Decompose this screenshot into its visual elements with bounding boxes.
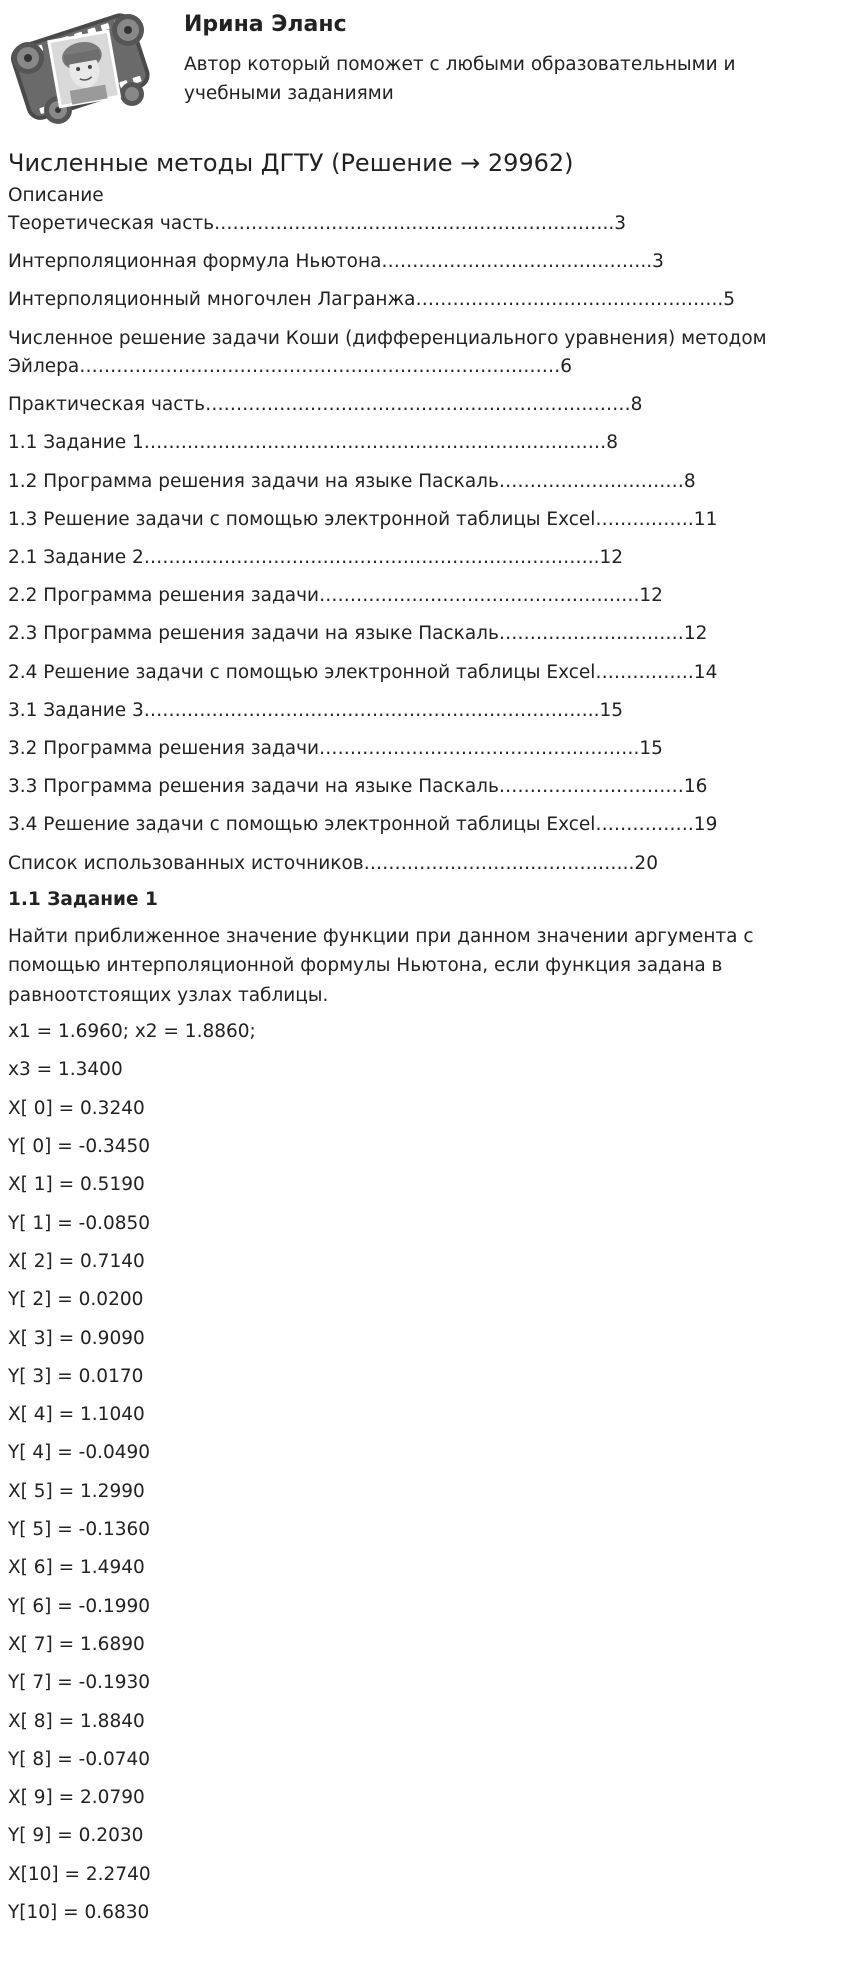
table-of-contents [8, 210, 808, 878]
task-data [8, 1018, 808, 1927]
data-line: Y[10] = 0.6830 [8, 1902, 150, 1924]
document-content [8, 146, 808, 1937]
data-line: Y[ 3] = 0.0170 [8, 1365, 144, 1387]
toc-item: 1.2 Программа решения задачи на языке Паскаль…………………………8 [8, 470, 696, 492]
data-line: Y[ 1] = -0.0850 [8, 1212, 151, 1234]
data-line: Y[ 6] = -0.1990 [8, 1595, 151, 1617]
author-avatar[interactable] [6, 6, 152, 126]
toc-item: 1.3 Решение задачи с помощью электронной таблицы Excel…………….11 [8, 508, 718, 530]
data-line: X[ 0] = 0.3240 [8, 1097, 145, 1119]
film-reel-avatar-icon [6, 6, 152, 126]
toc-item: Численное решение задачи Коши (дифференциального уравнения) методом Эйлера……………………………………………………………………6 [8, 327, 767, 378]
toc-item: 2.2 Программа решения задачи…………………………………………….12 [8, 585, 663, 607]
data-line: Y[ 0] = -0.3450 [8, 1136, 151, 1158]
data-line: X[ 1] = 0.5190 [8, 1174, 145, 1196]
description-label: Описание [8, 185, 104, 206]
data-line: X[ 7] = 1.6890 [8, 1633, 145, 1655]
data-line: Y[ 4] = -0.0490 [8, 1442, 151, 1464]
data-line: x3 = 1.3400 [8, 1059, 123, 1081]
data-line: X[ 4] = 1.1040 [8, 1404, 145, 1426]
toc-item: 3.4 Решение задачи с помощью электронной таблицы Excel…………….19 [8, 814, 718, 836]
data-line: X[ 5] = 1.2990 [8, 1480, 145, 1502]
data-line: X[ 9] = 2.0790 [8, 1787, 145, 1809]
toc-item: 3.3 Программа решения задачи на языке Паскаль…………………………16 [8, 776, 708, 798]
data-line: X[ 8] = 1.8840 [8, 1710, 145, 1732]
task-heading: 1.1 Задание 1 [8, 888, 158, 910]
toc-item: 2.3 Программа решения задачи на языке Паскаль…………………………12 [8, 623, 708, 645]
data-line: x1 = 1.6960; x2 = 1.8860; [8, 1021, 256, 1043]
toc-item: Список использованных источников……………………………………..20 [8, 852, 658, 874]
page-title: Численные методы ДГТУ (Решение → 29962) [8, 149, 574, 177]
toc-item: 3.2 Программа решения задачи…………………………………………….15 [8, 737, 663, 759]
author-card [0, 0, 847, 140]
data-line: Y[ 5] = -0.1360 [8, 1519, 151, 1541]
toc-item: 3.1 Задание 3………………………………………………………………..15 [8, 699, 624, 721]
toc-item: Интерполяционная формула Ньютона……………………………………..3 [8, 251, 664, 273]
toc-item: 2.1 Задание 2………………………………………………………………..12 [8, 547, 624, 568]
data-line: Y[ 7] = -0.1930 [8, 1672, 151, 1694]
toc-item: Практическая часть……………………………………………………………8 [8, 394, 643, 416]
data-line: X[10] = 2.2740 [8, 1863, 151, 1885]
data-line: X[ 6] = 1.4940 [8, 1557, 145, 1579]
data-line: X[ 3] = 0.9090 [8, 1327, 145, 1349]
toc-item: 1.1 Задание 1…………………………………………………………………8 [8, 432, 619, 454]
toc-item: 2.4 Решение задачи с помощью электронной таблицы Excel…………….14 [8, 661, 718, 683]
toc-item: Теоретическая часть………………………………………………………..3 [8, 213, 627, 234]
author-name[interactable]: Ирина Эланс [184, 12, 347, 37]
data-line: Y[ 2] = 0.0200 [8, 1289, 144, 1311]
data-line: Y[ 9] = 0.2030 [8, 1825, 144, 1847]
data-line: Y[ 8] = -0.0740 [8, 1748, 151, 1770]
author-description: Автор который поможет с любыми образовательными и учебными заданиями [184, 54, 736, 104]
task-statement: Найти приближенное значение функции при данном значении аргумента с помощью интерполяционной формулы Ньютона, если функция задана в равноотстоящих узлах таблицы. [8, 925, 754, 1006]
toc-item: Интерполяционный многочлен Лагранжа…………………………………………..5 [8, 289, 736, 311]
data-line: X[ 2] = 0.7140 [8, 1250, 145, 1272]
